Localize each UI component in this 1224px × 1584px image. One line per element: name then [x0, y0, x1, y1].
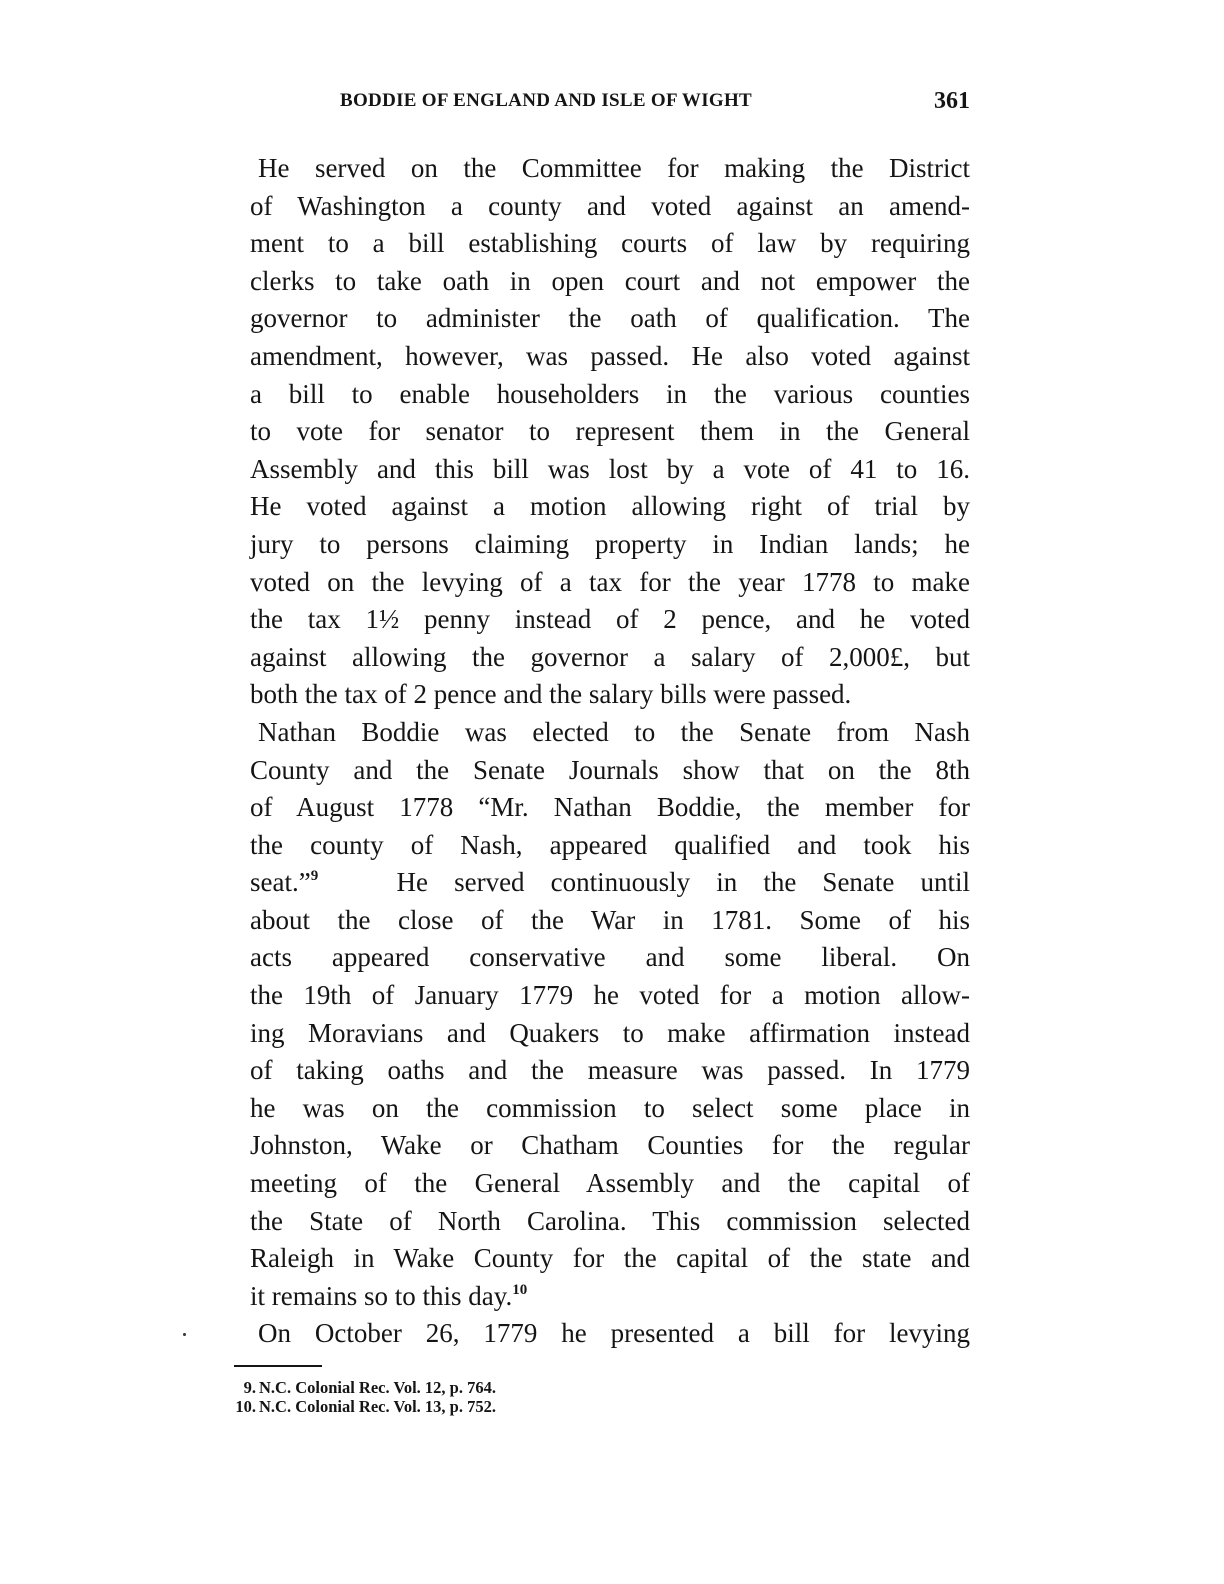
footnote-ref-10: 10: [512, 1281, 528, 1298]
page-number: 361: [934, 88, 970, 114]
text-line: both the tax of 2 pence and the salary bills were passed.: [250, 679, 852, 710]
text-fragment: seat.”: [250, 867, 311, 898]
text-line: He served on the Committee for making the District: [258, 153, 970, 183]
footnote-9: [234, 1378, 734, 1397]
footnote-text: N.C. Colonial Rec. Vol. 13, p. 752.: [259, 1397, 496, 1416]
text-line: jury to persons claiming property in Indian lands; he: [250, 528, 970, 559]
text-line: meeting of the General Assembly and the capital of: [250, 1168, 970, 1199]
margin-speck: [183, 1333, 186, 1336]
text-line: against allowing the governor a salary of 2,000£, but: [250, 641, 970, 672]
text-line: to vote for senator to represent them in the General: [250, 416, 970, 447]
text-line: ing Moravians and Quakers to make affirmation instead: [250, 1017, 970, 1048]
footnote-number: 10.: [235, 1397, 256, 1416]
footnote-10: [234, 1397, 734, 1416]
text-fragment: it remains so to this day.: [250, 1280, 513, 1311]
text-line: County and the Senate Journals show that on the 8th: [250, 754, 970, 785]
text-line: On October 26, 1779 he presented a bill for levying: [258, 1318, 970, 1349]
text-line-with-footnote: [250, 864, 970, 902]
text-line: Raleigh in Wake County for the capital of the state and: [250, 1243, 970, 1274]
text-line: ment to a bill establishing courts of law by requiring: [250, 228, 970, 259]
body-text: [250, 150, 970, 1353]
text-line: clerks to take oath in open court and not empower the: [250, 265, 970, 296]
text-line-with-footnote: [250, 1278, 970, 1316]
text-line: governor to administer the oath of qualification. The: [250, 303, 970, 334]
text-line: amendment, however, was passed. He also voted against: [250, 340, 970, 371]
footnote-rule: [234, 1365, 322, 1367]
text-line: the tax 1½ penny instead of 2 pence, and he voted: [250, 604, 970, 635]
text-fragment: He served continuously in the Senate until: [396, 867, 971, 898]
text-line: he was on the commission to select some place in: [250, 1092, 970, 1123]
text-line: a bill to enable householders in the various counties: [250, 378, 970, 409]
text-line: of Washington a county and voted against an amend-: [250, 190, 970, 221]
text-line: Nathan Boddie was elected to the Senate from Nash: [258, 716, 970, 747]
footnotes: [234, 1378, 734, 1416]
text-line: of August 1778 “Mr. Nathan Boddie, the member for: [250, 792, 970, 823]
text-line: about the close of the War in 1781. Some of his: [250, 904, 970, 935]
text-line: the county of Nash, appeared qualified and took his: [250, 829, 970, 860]
running-head: [340, 88, 970, 120]
text-line: acts appeared conservative and some liberal. On: [250, 942, 970, 973]
footnote-number: 9.: [243, 1378, 256, 1397]
footnote-ref-9: 9: [310, 868, 319, 885]
text-line: of taking oaths and the measure was passed. In 1779: [250, 1055, 970, 1086]
text-line: the State of North Carolina. This commission selected: [250, 1205, 970, 1236]
text-line: voted on the levying of a tax for the year 1778 to make: [250, 566, 970, 597]
running-head-title: BODDIE OF ENGLAND AND ISLE OF WIGHT: [340, 90, 753, 111]
text-line: Assembly and this bill was lost by a vote of 41 to 16.: [250, 453, 970, 484]
text-line: He voted against a motion allowing right of trial by: [250, 491, 970, 522]
text-line: Johnston, Wake or Chatham Counties for the regular: [250, 1130, 970, 1161]
text-line: the 19th of January 1779 he voted for a motion allow-: [250, 980, 970, 1011]
footnote-text: N.C. Colonial Rec. Vol. 12, p. 764.: [259, 1378, 496, 1397]
